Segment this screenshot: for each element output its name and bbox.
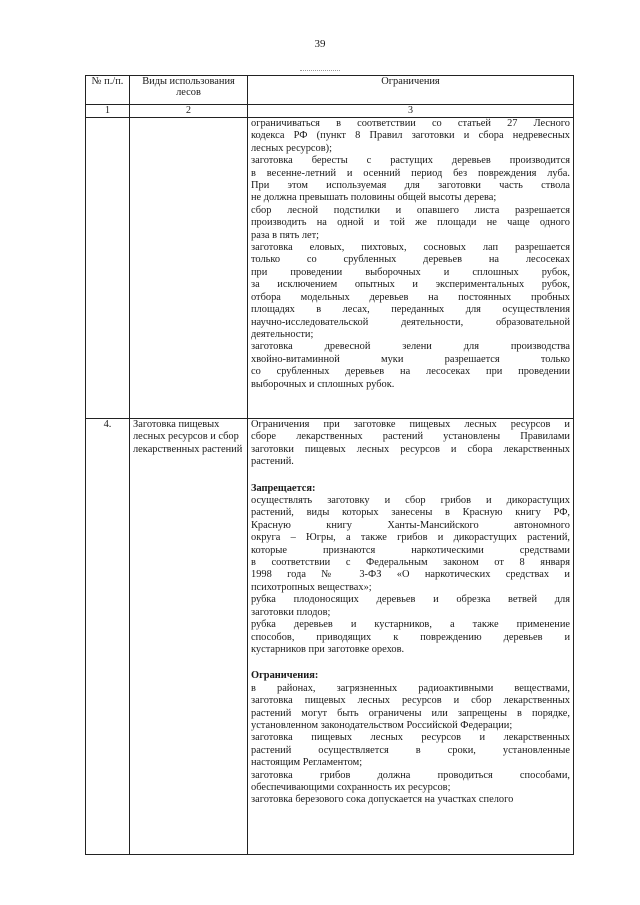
text-line: обеспечивающими сохранность их ресурсов;: [251, 781, 451, 793]
text-line: 1998 года № 3-ФЗ «О наркотических средствах и: [251, 569, 570, 581]
paragraph: [251, 118, 570, 155]
text-line: кустарников при заготовке орехов.: [251, 643, 405, 655]
column-number-row: [86, 105, 574, 118]
paragraph: [251, 732, 570, 769]
text-line: заготовка еловых, пихтовых, сосновых лап разрешается: [251, 242, 570, 254]
scan-artifact: [258, 10, 378, 16]
paragraph: [251, 794, 570, 806]
text-line: рубка деревьев и кустарников, а также применение: [251, 619, 570, 631]
table-row: [86, 118, 574, 419]
restrictions-table: [85, 75, 574, 855]
text-line: заготовки плодов;: [251, 606, 331, 618]
table-row: [86, 419, 574, 855]
row-number: 4.: [86, 419, 130, 855]
row-number: [86, 118, 130, 419]
text-line: заготовка березового сока допускается на участках спелого: [251, 794, 514, 806]
header-num: № п./п.: [86, 76, 130, 105]
text-line: Красную книгу Ханты-Мансийского автономного: [251, 519, 570, 531]
text-line: раза в пять лет;: [251, 229, 320, 241]
text-line: настоящим Регламентом;: [251, 757, 363, 769]
column-number: 3: [248, 105, 574, 118]
intro-paragraph: [251, 419, 570, 469]
text-line: растений.: [251, 456, 294, 468]
text-line: за исключением опытных и экспериментальных рубок,: [251, 279, 570, 291]
paragraph: [251, 594, 570, 619]
text-line: площадях в лесах, переданных для осуществления: [251, 304, 570, 316]
text-line: сбор лесной подстилки и опавшего листа разрешается: [251, 204, 570, 216]
paragraph: [251, 683, 570, 733]
text-line: хвойно-витаминной муки разрешается только: [251, 353, 570, 365]
text-line: выборочных и сплошных рубок.: [251, 378, 395, 390]
text-line: осуществлять заготовку и сбор грибов и дикорастущих: [251, 495, 570, 507]
text-line: в весенне-летний и осенний период без повреждения луба.: [251, 167, 570, 179]
text-line: при проведении выборочных и сплошных рубок,: [251, 266, 570, 278]
text-line: лесных ресурсов);: [251, 142, 332, 154]
text-line: в районах, загрязненных радиоактивными веществами,: [251, 682, 570, 694]
paragraph: [251, 770, 570, 795]
row-restrictions-text: [248, 118, 574, 419]
page-number: 39: [314, 38, 326, 50]
text-line: Ограничения при заготовке пищевых лесных ресурсов и: [251, 419, 570, 430]
paragraph: [251, 619, 570, 656]
paragraph: [251, 242, 570, 341]
text-line: сборе лекарственных растений установлены Правилами: [251, 431, 570, 443]
text-line: которые признаются наркотическими средствами: [251, 544, 570, 556]
text-line: кодекса РФ (пункт 8 Правил заготовки и сбора недревесных: [251, 130, 570, 142]
text-line: установленном законодательством Российской Федерации;: [251, 719, 513, 731]
text-line: заготовка бересты с растущих деревьев производится: [251, 155, 570, 167]
text-line: заготовки пищевых лесных ресурсов и сбора лекарственных: [251, 443, 570, 455]
text-line: растений осуществляется в сроки, установленные: [251, 744, 570, 756]
paragraph: [251, 495, 570, 594]
text-line: рубка плодоносящих деревьев и обрезка ветвей для: [251, 594, 570, 606]
row-kind: [130, 118, 248, 419]
limits-list: [251, 683, 570, 807]
paragraph: [251, 155, 570, 205]
row-restrictions-text: [248, 419, 574, 855]
column-number: 1: [86, 105, 130, 118]
text-line: научно-исследовательской деятельности, образовательной: [251, 316, 570, 328]
row-kind: Заготовка пищевых лесных ресурсов и сбор лекарственных растений: [130, 419, 248, 855]
text-line: округа – Югры, а также грибов и дикорастущих растений,: [251, 532, 570, 544]
text-line: психотропных веществах»;: [251, 581, 372, 593]
text-line: только со срубленных деревьев на лесосеках: [251, 254, 570, 266]
limits-heading: Ограничения:: [251, 670, 319, 682]
text-line: отбора модельных деревьев на постоянных пробных: [251, 291, 570, 303]
forbidden-heading: Запрещается:: [251, 482, 316, 494]
text-line: со срубленных деревьев на лесосеках при проведении: [251, 366, 570, 378]
header-kind: Виды использования лесов: [130, 76, 248, 105]
text-line: заготовка пищевых лесных ресурсов и сбор лекарственных: [251, 695, 570, 707]
column-number: 2: [130, 105, 248, 118]
text-line: способов, приводящих к повреждению деревьев и: [251, 631, 570, 643]
paragraph: [251, 341, 570, 391]
text-line: растений, виды которых занесены в Красную книгу РФ,: [251, 507, 570, 519]
paragraph: [251, 205, 570, 242]
text-line: в соответствии с Федеральным законом от 8 января: [251, 557, 570, 569]
restriction-paragraphs: [251, 118, 570, 391]
text-line: не должна превышать половины общей высоты дерева;: [251, 192, 497, 204]
forbidden-list: [251, 495, 570, 656]
text-line: ограничиваться в соответствии со статьей 27 Лесного: [251, 118, 570, 129]
header-restrictions: Ограничения: [248, 76, 574, 105]
text-line: заготовка грибов должна проводиться способами,: [251, 769, 570, 781]
text-line: производить на одной и той же площади не чаще одного: [251, 217, 570, 229]
text-line: заготовка древесной зелени для производства: [251, 341, 570, 353]
text-line: При этом используемая для заготовки часть ствола: [251, 180, 570, 192]
text-line: растений могут быть ограничены или запрещены в порядке,: [251, 707, 570, 719]
text-line: заготовка пищевых лесных ресурсов и лекарственных: [251, 732, 570, 744]
table-header-row: [86, 76, 574, 105]
text-line: деятельности;: [251, 328, 314, 340]
